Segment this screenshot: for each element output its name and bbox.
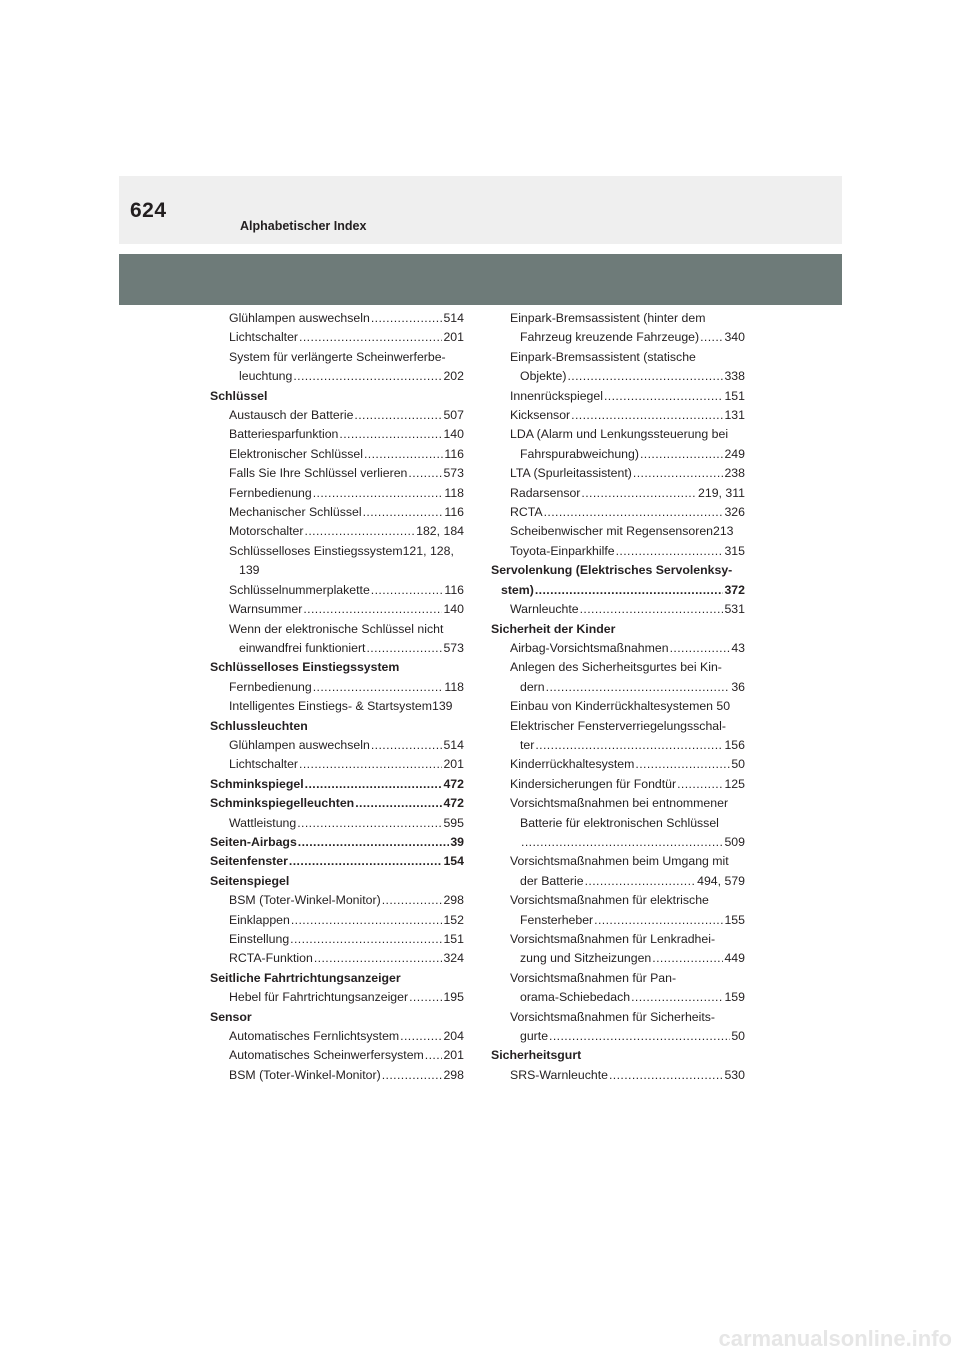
dot-leader [571, 406, 723, 425]
index-entry-page: 118 [444, 485, 464, 500]
index-entry [210, 1027, 464, 1046]
index-entry [491, 561, 745, 600]
index-entry [491, 697, 745, 716]
dot-leader [303, 600, 442, 619]
index-entry-page: 151 [443, 932, 464, 946]
index-entry-page: 116 [444, 505, 464, 520]
dot-leader [354, 406, 442, 425]
index-entry-term: Falls Sie Ihre Schlüssel verlieren [229, 466, 408, 481]
index-entry-page: 152 [443, 912, 464, 927]
index-entry-term: Kinderrückhaltesystem [510, 757, 635, 772]
index-entry-term: Fahrspurabweichung) [520, 446, 639, 461]
watermark: carmanualsonline.info [718, 1326, 952, 1351]
dot-leader [371, 736, 443, 755]
dot-leader [546, 678, 731, 697]
index-entry-term: Vorsichtsmaßnahmen für Sicherheits- [510, 1009, 716, 1024]
index-entry [491, 658, 745, 697]
dot-leader [616, 542, 724, 561]
index-entry-term: Radarsensor [510, 485, 581, 500]
index-entry [491, 639, 745, 658]
index-entry-page: 118 [444, 679, 464, 694]
index-entry-page: 573 [443, 466, 464, 481]
index-entry-page: 204 [443, 1029, 464, 1044]
index-entry [491, 542, 745, 561]
index-entry-term: Batteriesparfunktion [229, 427, 339, 442]
dot-leader [585, 872, 697, 891]
dot-leader [549, 1027, 730, 1046]
index-entry [491, 1046, 745, 1065]
index-entry-term: Lichtschalter [229, 757, 299, 772]
dot-leader [291, 911, 443, 930]
index-entry [491, 775, 745, 794]
header-band [119, 176, 842, 244]
index-entry-term: Schminkspiegel [210, 776, 304, 791]
dot-leader [355, 794, 442, 813]
dot-leader [293, 367, 442, 386]
index-entry-term: Wattleistung [229, 815, 297, 830]
index-entry-term: Wenn der elektronische Schlüssel nicht [229, 621, 444, 636]
index-entry-term: Kindersicherungen für Fondtür [510, 776, 677, 791]
dot-leader [339, 425, 442, 444]
index-entry-term: Sicherheitsgurt [491, 1048, 582, 1063]
index-entry-term: Intelligentes Einstiegs- & Startsystem139 [229, 699, 453, 714]
index-entry-term: Glühlampen auswechseln [229, 737, 370, 752]
index-entry [210, 484, 464, 503]
index-entry-page: 151 [724, 388, 745, 403]
index-entry-page: 125 [724, 776, 745, 791]
index-entry-page: 595 [443, 815, 464, 830]
index-entry-page: 507 [443, 408, 464, 423]
index-entry [491, 348, 745, 387]
dot-leader [314, 949, 443, 968]
index-entry-page: 315 [724, 543, 745, 558]
index-entry-term: Seitliche Fahrtrichtungsanzeiger [210, 970, 401, 985]
dot-leader [400, 1027, 442, 1046]
index-entry-term: Schlüsselloses Einstiegssystem [210, 660, 400, 675]
index-entry [491, 1066, 745, 1085]
index-entry-page: 36 [731, 679, 745, 694]
index-entry-term: Einklappen [229, 912, 290, 927]
index-entry [210, 581, 464, 600]
dot-leader [290, 930, 442, 949]
index-entry-term: Fahrzeug kreuzende Fahrzeuge) [520, 330, 700, 345]
index-entry [210, 678, 464, 697]
index-entry-term: ter [520, 737, 535, 752]
index-entry [491, 484, 745, 503]
index-entry-term: BSM (Toter-Winkel-Monitor) [229, 1067, 381, 1082]
index-entry-term: Schlüssel [210, 388, 268, 403]
index-entry [210, 736, 464, 755]
index-entry-page: 202 [443, 369, 464, 384]
index-entry-term: RCTA-Funktion [229, 951, 313, 966]
dot-leader [544, 503, 724, 522]
index-entry-term: Hebel für Fahrtrichtungsanzeiger [229, 990, 409, 1005]
index-entry [210, 328, 464, 347]
index-entry-term: Schminkspiegelleuchten [210, 796, 355, 811]
index-entry-term: Schlussleuchten [210, 718, 308, 733]
index-entry-term: Anlegen des Sicherheitsgurtes bei Kin- [510, 660, 722, 675]
index-entry-term: Batterie für elektronischen Schlüssel [520, 815, 719, 830]
index-entry-term: Vorsichtsmaßnahmen beim Umgang mit [510, 854, 729, 869]
index-entry-term: Einpark-Bremsassistent (hinter dem [510, 311, 706, 325]
dot-leader [604, 387, 723, 406]
index-entry [491, 794, 745, 852]
index-entry-term: Einbau von Kinderrückhaltesystemen 50 [510, 699, 731, 714]
index-entry-term: Mechanischer Schlüssel [229, 505, 362, 520]
index-entry-page: 472 [443, 796, 464, 811]
dot-leader [409, 988, 442, 1007]
dot-leader [580, 600, 724, 619]
index-entry-term: Seitenspiegel [210, 873, 290, 888]
index-entry-term: Vorsichtsmaßnahmen bei entnommener [510, 796, 729, 811]
dot-leader [633, 464, 724, 483]
index-entry-term: Schlüsselloses Einstiegssystem121, 128, [229, 543, 454, 558]
index-entry-term: Motorschalter [229, 524, 304, 539]
index-entry [210, 445, 464, 464]
index-entry [491, 969, 745, 1008]
index-entry [210, 1066, 464, 1085]
index-entry [491, 717, 745, 756]
dot-leader [298, 833, 450, 852]
dot-leader [652, 949, 723, 968]
dot-leader [425, 1046, 443, 1065]
index-entry-page: 201 [443, 757, 464, 772]
index-entry-term: Elektronischer Schlüssel [229, 446, 363, 461]
index-entry-term: Vorsichtsmaßnahmen für elektrische [510, 893, 709, 908]
dot-leader [640, 445, 724, 464]
index-entry-page: 156 [724, 737, 745, 752]
index-entry [210, 542, 464, 581]
dot-leader [371, 581, 444, 600]
index-entry-page: 195 [443, 990, 464, 1005]
index-entry-term: Airbag-Vorsichtsmaßnahmen [510, 640, 669, 655]
index-entry-term: Einstellung [229, 932, 290, 946]
index-entry-term: Kicksensor [510, 408, 571, 423]
index-entry-page: 201 [443, 1048, 464, 1063]
index-entry [210, 697, 464, 716]
index-entry-term: gurte [520, 1029, 549, 1044]
index-entry-page: 159 [724, 990, 745, 1005]
index-entry-term: Scheibenwischer mit Regensensoren213 [510, 524, 734, 539]
index-entry-page: 219, 311 [698, 485, 745, 500]
index-entry [210, 600, 464, 619]
dot-leader [594, 911, 723, 930]
section-title: Alphabetischer Index [240, 219, 367, 233]
index-entry [210, 406, 464, 425]
index-entry-page: 116 [444, 446, 464, 461]
index-entry-term: Innenrückspiegel [510, 388, 603, 403]
index-entry [491, 891, 745, 930]
index-entry-term: Warnsummer [229, 602, 303, 617]
dot-leader [408, 464, 442, 483]
index-entry-term: Sensor [210, 1009, 252, 1024]
index-entry-page: 201 [443, 330, 464, 345]
index-entry [491, 852, 745, 891]
dot-leader [299, 755, 442, 774]
index-entry [210, 775, 464, 794]
index-entry [210, 348, 464, 387]
index-entry [210, 814, 464, 833]
dot-leader [363, 503, 444, 522]
index-entry [210, 464, 464, 483]
index-entry-page: 326 [724, 505, 745, 520]
index-entry-term: Fernbedienung [229, 485, 312, 500]
index-entry-term: RCTA [510, 505, 543, 520]
index-entry [210, 852, 464, 871]
index-entry [210, 309, 464, 328]
index-entry-page: 39 [450, 834, 464, 849]
index-entry [210, 522, 464, 541]
index-entry [210, 503, 464, 522]
index-entry [491, 425, 745, 464]
index-entry-term: Elektrischer Fensterverriegelungsschal- [510, 718, 726, 733]
dot-leader [567, 367, 723, 386]
dot-leader [299, 328, 442, 347]
index-entry-term: Fensterheber [520, 912, 594, 927]
dot-leader [670, 639, 731, 658]
index-entry [210, 891, 464, 910]
dot-leader [366, 639, 442, 658]
index-entry-page: 154 [443, 854, 464, 869]
index-entry-term: Warnleuchte [510, 602, 579, 617]
dot-leader [313, 484, 444, 503]
index-entry-term: einwandfrei funktioniert [239, 640, 366, 655]
index-entry [491, 522, 745, 541]
index-entry-page: 140 [443, 602, 464, 617]
index-entry-page: 249 [724, 446, 745, 461]
index-column-left [210, 309, 464, 1085]
index-entry-page: 298 [443, 893, 464, 908]
page-number: 624 [130, 199, 167, 222]
index-entry-page: 140 [443, 427, 464, 442]
index-entry [210, 911, 464, 930]
index-entry [210, 425, 464, 444]
index-entry-term: Sicherheit der Kinder [491, 621, 616, 636]
dot-leader [371, 309, 443, 328]
index-entry-page: 298 [443, 1067, 464, 1082]
dot-leader [382, 891, 443, 910]
index-entry-page: 50 [731, 1029, 745, 1044]
index-entry [491, 755, 745, 774]
index-entry-term: LDA (Alarm und Lenkungssteuerung bei [510, 427, 729, 442]
dot-leader [305, 775, 443, 794]
dot-leader [313, 678, 444, 697]
index-entry [491, 464, 745, 483]
index-entry-page: 509 [724, 834, 745, 849]
index-entry-page: 43 [731, 640, 745, 655]
index-entry-term: Seiten-Airbags [210, 834, 297, 849]
index-entry-term: Schlüsselnummerplakette [229, 582, 370, 597]
index-entry-term: Vorsichtsmaßnahmen für Pan- [510, 970, 677, 985]
index-entry-page: 182, 184 [416, 524, 464, 539]
index-entry-page: 238 [724, 466, 745, 481]
index-entry-term: zung und Sitzheizungen [520, 951, 652, 966]
index-entry [210, 833, 464, 852]
index-entry-page: 131 [724, 408, 745, 423]
dot-leader [609, 1066, 724, 1085]
index-entry [210, 949, 464, 968]
index-entry [491, 620, 745, 639]
index-entry [491, 503, 745, 522]
index-entry [210, 755, 464, 774]
index-entry-page: 531 [724, 602, 745, 617]
index-column-right [491, 309, 745, 1085]
index-entry [210, 717, 464, 736]
index-entry-page: 514 [443, 737, 464, 752]
index-entry-term: Toyota-Einparkhilfe [510, 543, 615, 558]
dot-leader [382, 1066, 443, 1085]
index-entry [210, 1008, 464, 1027]
index-entry [491, 309, 745, 348]
index-entry [210, 1046, 464, 1065]
dot-leader [535, 581, 724, 600]
index-entry [491, 406, 745, 425]
index-entry-page: 449 [724, 951, 745, 966]
index-entry-term: System für verlängerte Scheinwerferbe- [229, 349, 446, 364]
index-entry-term: stem) [501, 582, 534, 597]
dot-leader [581, 484, 697, 503]
index-entry [210, 969, 464, 988]
index-entry-term: orama-Schiebedach [520, 990, 631, 1005]
index-entry-page: 324 [443, 951, 464, 966]
index-entry [491, 1008, 745, 1047]
index-entry-term: Einpark-Bremsassistent (statische [510, 349, 696, 364]
index-entry-term: Lichtschalter [229, 330, 299, 345]
dot-leader [297, 814, 442, 833]
index-entry-page: 573 [443, 640, 464, 655]
index-entry-page: 50 [731, 757, 745, 772]
index-entry [210, 872, 464, 891]
section-banner [119, 254, 842, 305]
index-entry-page: 338 [724, 369, 745, 384]
dot-leader [677, 775, 723, 794]
dot-leader [364, 445, 443, 464]
index-entry-page: 372 [724, 582, 745, 597]
index-entry [210, 930, 464, 949]
index-entry-term: Objekte) [520, 369, 567, 384]
index-entry-term: leuchtung [239, 369, 293, 384]
index-entry-page: 494, 579 [697, 873, 745, 888]
dot-leader [305, 522, 416, 541]
index-entry-term: 139 [239, 563, 260, 578]
dot-leader [521, 833, 723, 852]
dot-leader [700, 328, 723, 347]
index-entry-term: der Batterie [520, 873, 584, 888]
index-entry-term: LTA (Spurleitassistent) [510, 466, 632, 481]
index-entry [491, 930, 745, 969]
index-entry [210, 620, 464, 659]
index-entry-page: 340 [724, 330, 745, 345]
index-entry [210, 988, 464, 1007]
index-entry-page: 472 [443, 776, 464, 791]
index-entry-term: dern [520, 679, 545, 694]
index-entry [210, 387, 464, 406]
dot-leader [535, 736, 723, 755]
dot-leader [631, 988, 723, 1007]
dot-leader [635, 755, 730, 774]
index-entry [491, 600, 745, 619]
index-entry-term: Austausch der Batterie [229, 408, 354, 423]
index-entry [210, 794, 464, 813]
index-entry-term: Automatisches Fernlichtsystem [229, 1029, 400, 1044]
index-entry-term: Fernbedienung [229, 679, 312, 694]
index-entry [210, 658, 464, 677]
index-entry-page: 116 [444, 582, 464, 597]
index-entry-page: 530 [724, 1067, 745, 1082]
index-entry-term: Servolenkung (Elektrisches Servolenksy- [491, 563, 733, 578]
index-entry-term: Vorsichtsmaßnahmen für Lenkradhei- [510, 932, 716, 946]
index-entry-term: BSM (Toter-Winkel-Monitor) [229, 893, 381, 908]
index-entry [491, 387, 745, 406]
index-entry-term: Seitenfenster [210, 854, 288, 869]
index-entry-term: Automatisches Scheinwerfersystem [229, 1048, 424, 1063]
index-entry-term: Glühlampen auswechseln [229, 311, 370, 325]
index-entry-page: 514 [443, 311, 464, 325]
dot-leader [289, 852, 443, 871]
index-entry-term: SRS-Warnleuchte [510, 1067, 608, 1082]
index-entry-page: 155 [724, 912, 745, 927]
